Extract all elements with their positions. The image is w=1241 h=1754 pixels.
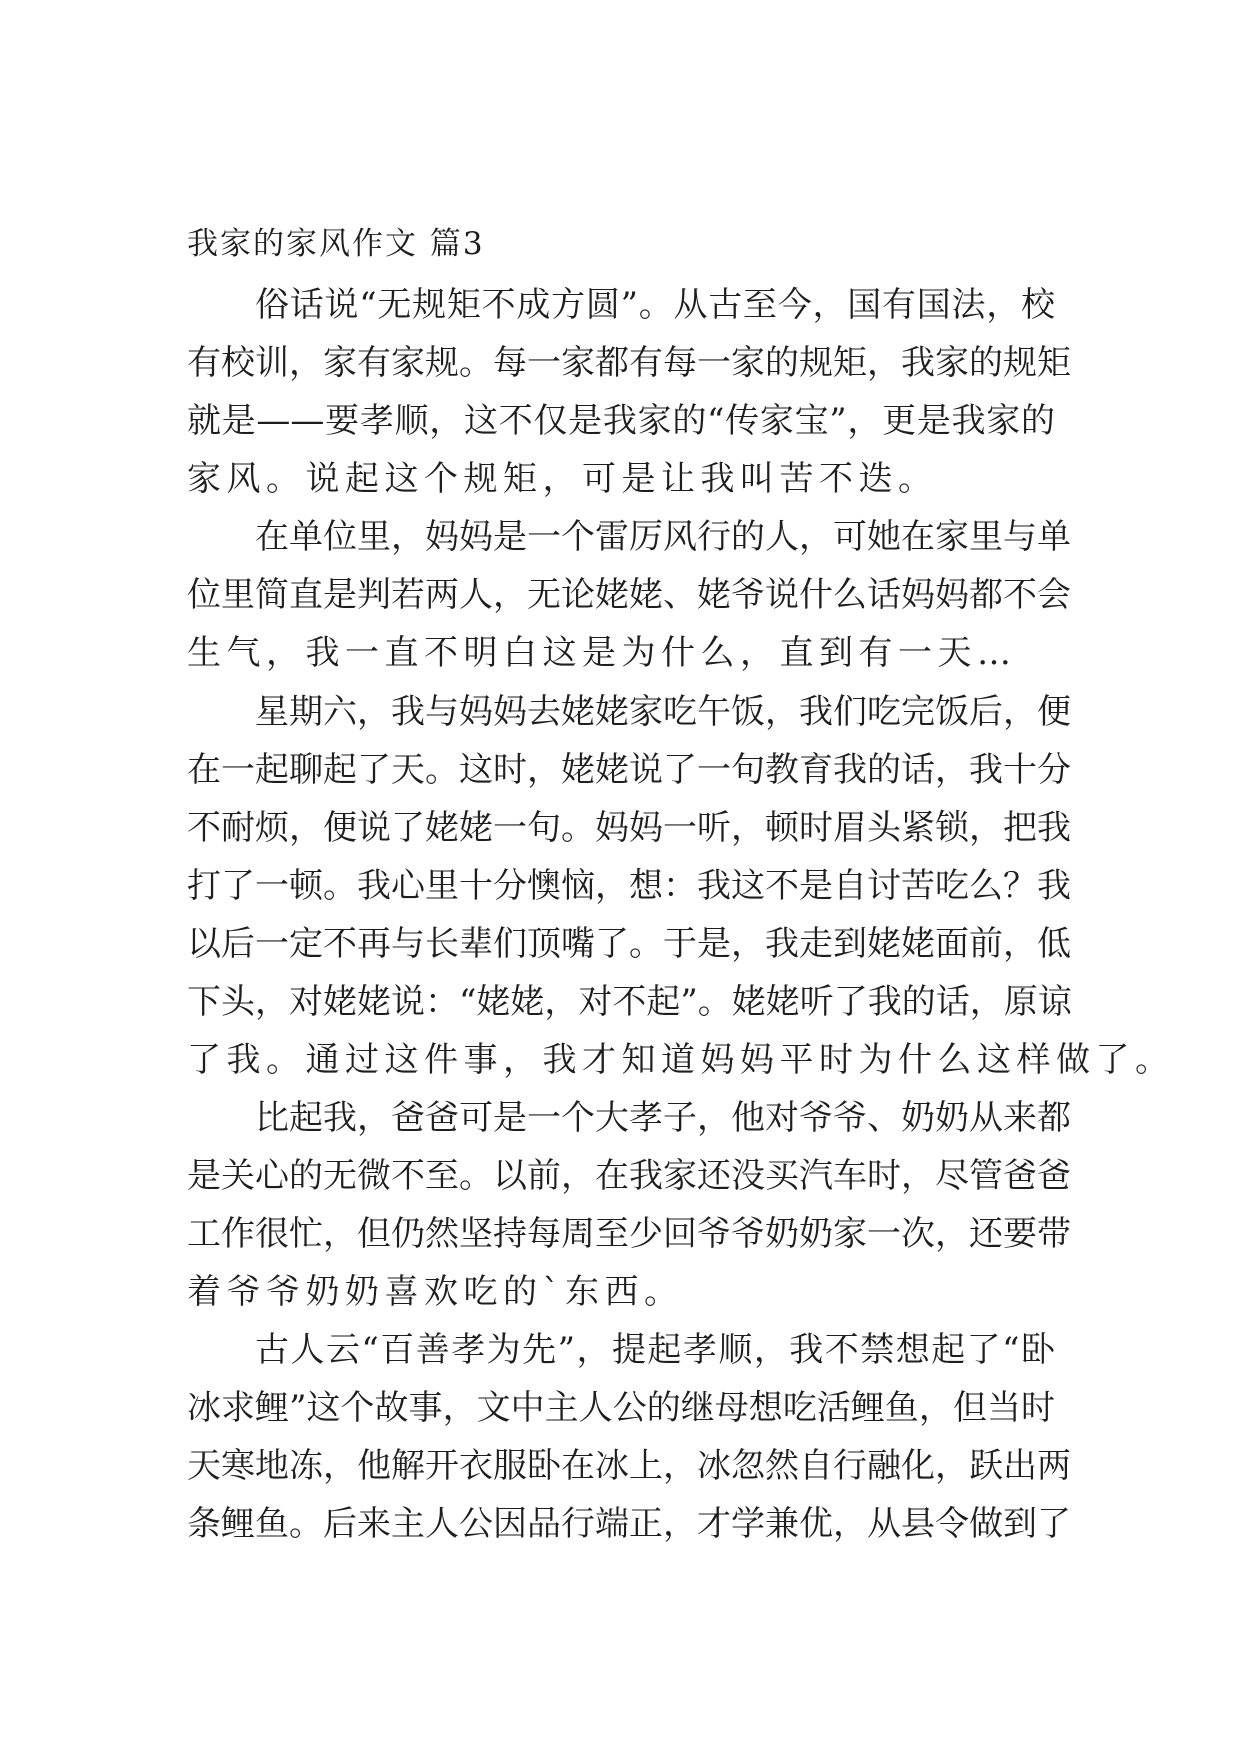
paragraph-line: 家风。说起这个规矩，可是让我叫苦不迭。 (187, 459, 938, 499)
paragraph-line: 着爷爷奶奶喜欢吃的`东西。 (187, 1272, 684, 1312)
paragraph-line: 不耐烦，便说了姥姥一句。妈妈一听，顿时眉头紧锁，把我 (187, 808, 1071, 848)
paragraph-line: 星期六，我与妈妈去姥姥家吃午饭，我们吃完饭后，便 (255, 692, 1071, 732)
paragraph-line: 是关心的无微不至。以前，在我家还没买汽车时，尽管爸爸 (187, 1156, 1071, 1196)
paragraph-line: 以后一定不再与长辈们顶嘴了。于是，我走到姥姥面前，低 (187, 924, 1071, 964)
paragraph-line: 冰求鲤”这个故事，文中主人公的继母想吃活鲤鱼，但当时 (187, 1388, 1055, 1428)
paragraph-line: 工作很忙，但仍然坚持每周至少回爷爷奶奶家一次，还要带 (187, 1214, 1071, 1254)
paragraph-line: 打了一顿。我心里十分懊恼，想：我这不是自讨苦吃么？我 (187, 866, 1071, 906)
paragraph-line: 下头，对姥姥说：“姥姥，对不起”。姥姥听了我的话，原谅 (187, 982, 1072, 1022)
paragraph-line: 古人云“百善孝为先”，提起孝顺，我不禁想起了“卧 (255, 1330, 1055, 1370)
paragraph-line: 就是——要孝顺，这不仅是我家的“传家宝”，更是我家的 (187, 401, 1055, 441)
paragraph-line: 在单位里，妈妈是一个雷厉风行的人，可她在家里与单 (255, 517, 1071, 557)
paragraph-line: 比起我，爸爸可是一个大孝子，他对爷爷、奶奶从来都 (255, 1098, 1071, 1138)
paragraph-line: 有校训，家有家规。每一家都有每一家的规矩，我家的规矩 (187, 343, 1071, 383)
paragraph-line: 在一起聊起了天。这时，姥姥说了一句教育我的话，我十分 (187, 750, 1071, 790)
paragraph-line: 生气，我一直不明白这是为什么，直到有一天… (187, 633, 1017, 673)
paragraph-line: 了我。通过这件事，我才知道妈妈平时为什么这样做了。 (187, 1040, 1175, 1080)
document-title: 我家的家风作文 篇3 (187, 226, 485, 262)
paragraph-line: 条鲤鱼。后来主人公因品行端正，才学兼优，从县令做到了 (187, 1504, 1071, 1544)
paragraph-line: 俗话说“无规矩不成方圆”。从古至今，国有国法，校 (255, 285, 1055, 325)
paragraph-line: 天寒地冻，他解开衣服卧在冰上，冰忽然自行融化，跃出两 (187, 1446, 1071, 1486)
paragraph-line: 位里简直是判若两人，无论姥姥、姥爷说什么话妈妈都不会 (187, 575, 1071, 615)
